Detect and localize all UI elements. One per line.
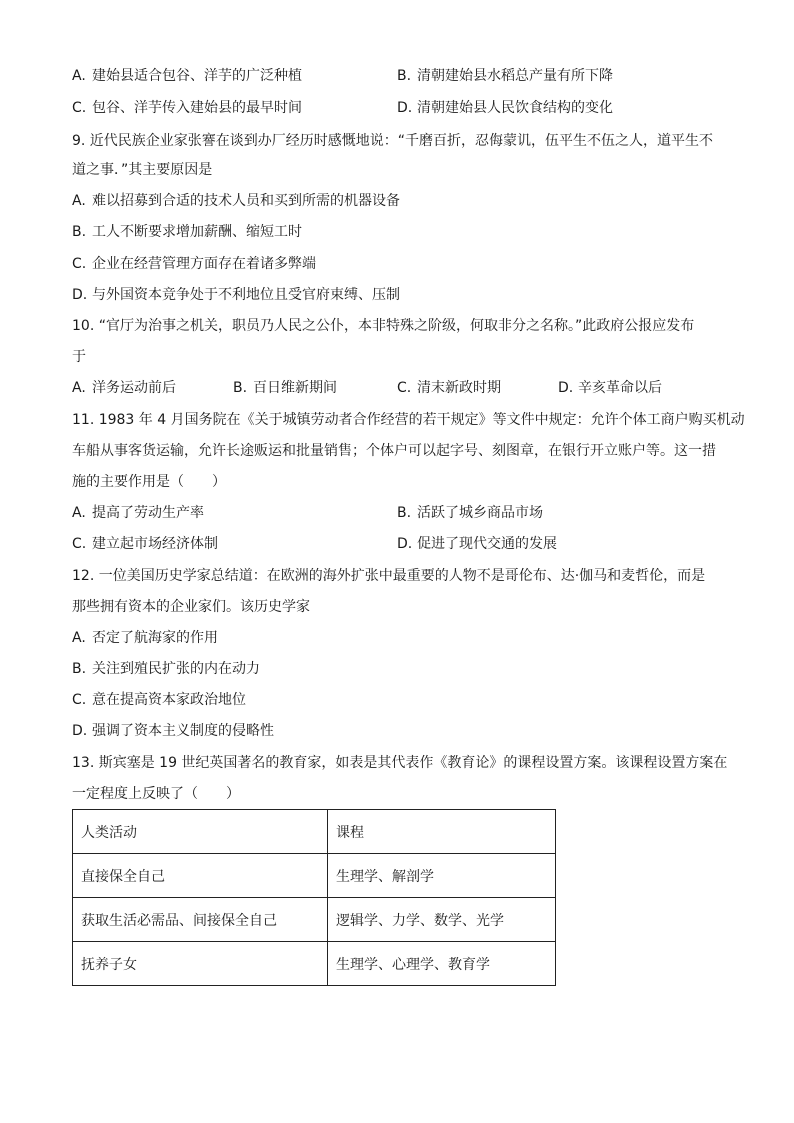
option-label: C.: [72, 256, 87, 272]
option-text: 清朝建始县人民饮食结构的变化: [417, 100, 613, 116]
table-cell: 生理学、心理学、教育学: [328, 942, 556, 986]
q13-stem-line2: 一定程度上反映了（ ）: [72, 786, 240, 802]
option-label: A.: [72, 193, 86, 209]
option-text: 与外国资本竞争处于不利地位且受官府束缚、压制: [92, 287, 400, 303]
table-header-row: [73, 810, 556, 854]
option-text: 否定了航海家的作用: [92, 630, 218, 646]
option-text: 促进了现代交通的发展: [417, 536, 557, 552]
option-text: 强调了资本主义制度的侵略性: [92, 723, 274, 739]
q9-option-c: [72, 254, 316, 274]
option-label: D.: [397, 536, 413, 552]
option-text: 难以招募到合适的技术人员和买到所需的机器设备: [92, 193, 400, 209]
option-label: B.: [72, 224, 87, 240]
q10-option-c: [397, 378, 501, 398]
q10-option-b: [233, 378, 337, 398]
option-text: 建始县适合包谷、洋芋的广泛种植: [92, 68, 302, 84]
q9-stem-line1: 9. 近代民族企业家张謇在谈到办厂经历时感慨地说：“千磨百折，忍侮蒙讥，伍平生不伍之人，道平生不: [72, 133, 714, 149]
option-text: 提高了劳动生产率: [92, 505, 204, 521]
option-text: 百日维新期间: [253, 380, 337, 396]
q12-option-a: [72, 628, 218, 648]
option-label: D.: [558, 380, 574, 396]
q12-option-d: [72, 721, 274, 741]
option-label: A.: [72, 68, 86, 84]
table-row: [73, 898, 556, 942]
option-label: A.: [72, 505, 86, 521]
option-text: 活跃了城乡商品市场: [417, 505, 543, 521]
table-cell: 逻辑学、力学、数学、光学: [328, 898, 556, 942]
option-text: 意在提高资本家政治地位: [92, 692, 246, 708]
option-label: B.: [397, 505, 412, 521]
q9-option-b: [72, 222, 302, 242]
q10-stem-line2: 于: [72, 349, 86, 365]
option-text: 关注到殖民扩张的内在动力: [92, 661, 260, 677]
q8-option-c: [72, 98, 302, 118]
q8-option-a: [72, 66, 302, 86]
option-text: 企业在经营管理方面存在着诸多弊端: [92, 256, 316, 272]
option-label: B.: [72, 661, 87, 677]
option-text: 包谷、洋芋传入建始县的最早时间: [92, 100, 302, 116]
curriculum-table: [72, 809, 556, 986]
option-text: 工人不断要求增加薪酬、缩短工时: [92, 224, 302, 240]
option-label: D.: [72, 287, 88, 303]
q11-option-d: [397, 534, 557, 554]
q11-stem-line3: 施的主要作用是（ ）: [72, 474, 226, 490]
option-label: A.: [72, 630, 86, 646]
q12-option-b: [72, 659, 260, 679]
option-label: C.: [72, 692, 87, 708]
option-label: C.: [72, 100, 87, 116]
option-label: D.: [397, 100, 413, 116]
q11-option-c: [72, 534, 218, 554]
option-label: C.: [397, 380, 412, 396]
table-cell: 生理学、解剖学: [328, 854, 556, 898]
q12-option-c: [72, 690, 246, 710]
option-label: C.: [72, 536, 87, 552]
q12-stem-line1: 12. 一位美国历史学家总结道：在欧洲的海外扩张中最重要的人物不是哥伦布、达·伽马和麦哲伦，而是: [72, 568, 706, 584]
table-row: [73, 942, 556, 986]
option-label: B.: [397, 68, 412, 84]
table-row: [73, 854, 556, 898]
option-text: 清朝建始县水稻总产量有所下降: [417, 68, 613, 84]
q11-stem-line1: 11. 1983 年 4 月国务院在《关于城镇劳动者合作经营的若干规定》等文件中规定：允许个体工商户购买机动: [72, 412, 745, 428]
option-text: 清末新政时期: [417, 380, 501, 396]
option-text: 辛亥革命以后: [578, 380, 662, 396]
q8-option-b: [397, 66, 613, 86]
table-cell: 抚养子女: [73, 942, 328, 986]
q11-option-a: [72, 503, 204, 523]
table-header-cell: 人类活动: [73, 810, 328, 854]
q10-stem-line1: 10. “官厅为治事之机关，职员乃人民之公仆，本非特殊之阶级，何取非分之名称。”此政府公报应发布: [72, 318, 695, 334]
q11-stem-line2: 车船从事客货运输，允许长途贩运和批量销售；个体户可以起字号、刻图章，在银行开立账户等。这一措: [72, 443, 716, 459]
q11-option-b: [397, 503, 543, 523]
table-cell: 获取生活必需品、间接保全自己: [73, 898, 328, 942]
q9-option-a: [72, 191, 400, 211]
q12-stem-line2: 那些拥有资本的企业家们。该历史学家: [72, 599, 310, 615]
q9-option-d: [72, 285, 400, 305]
option-text: 建立起市场经济体制: [92, 536, 218, 552]
q9-stem-line2: 道之事．”其主要原因是: [72, 162, 213, 178]
option-label: B.: [233, 380, 248, 396]
q13-stem-line1: 13. 斯宾塞是 19 世纪英国著名的教育家，如表是其代表作《教育论》的课程设置方案。该课程设置方案在: [72, 755, 728, 771]
option-label: D.: [72, 723, 88, 739]
q8-option-d: [397, 98, 613, 118]
option-label: A.: [72, 380, 86, 396]
option-text: 洋务运动前后: [92, 380, 176, 396]
q10-option-a: [72, 378, 176, 398]
q10-option-d: [558, 378, 662, 398]
table-cell: 直接保全自己: [73, 854, 328, 898]
table-header-cell: 课程: [328, 810, 556, 854]
